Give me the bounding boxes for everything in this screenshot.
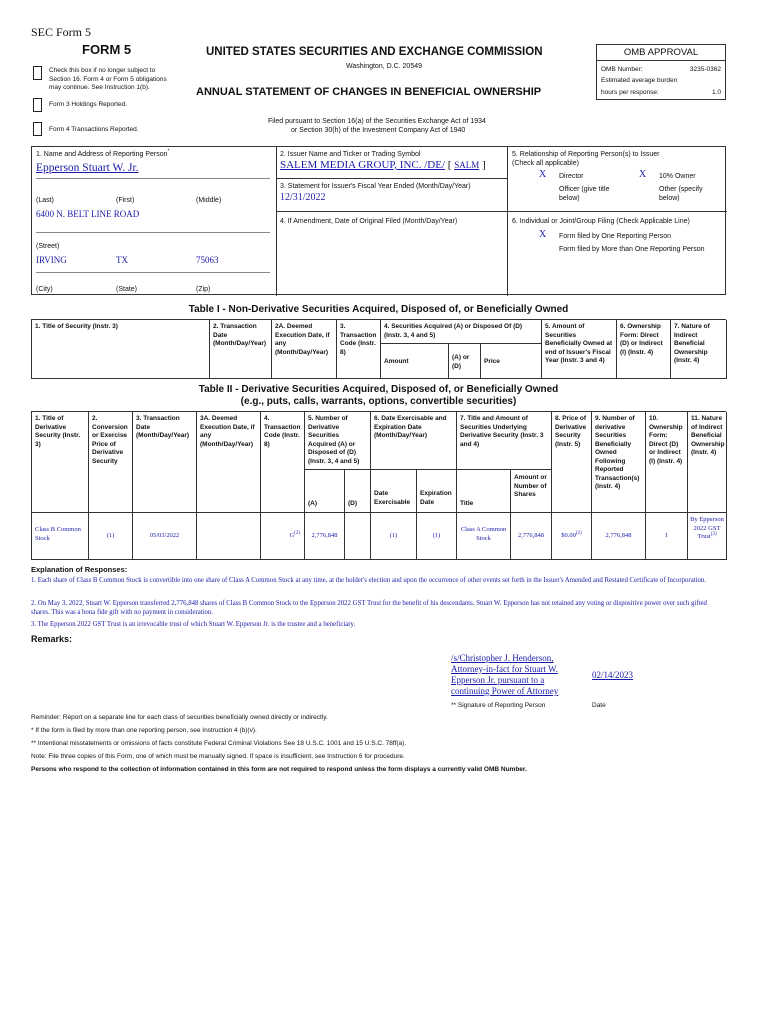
remarks-header: Remarks: (31, 634, 73, 644)
t2-row-underlying-title: Class A Common Stock (457, 513, 511, 560)
t2-row-disposed (345, 513, 371, 560)
t2-h9: 9. Number of derivative Securities Beneficially Owned Following Reported Transaction(s) (Instr. 4) (592, 412, 646, 513)
table1 (31, 319, 726, 379)
box1-reporting-person (32, 147, 277, 296)
street-label: (Street) (36, 243, 60, 250)
zip-label: (Zip) (196, 286, 211, 293)
explanation-note-3: 3. The Epperson 2022 GST Trust is an irrevocable trust of which Stuart W. Epperson Jr. is the trustee and a beneficiary. (31, 621, 356, 628)
omb-burden-label: Estimated average burden (601, 77, 678, 84)
signature-block[interactable]: /s/Christopher J. Henderson, Attorney-in-fact for Stuart W. Epperson Jr. pursuant to a continuing Power of Attorney (451, 653, 559, 696)
box6-label: 6. Individual or Joint/Group Filing (Check Applicable Line) (512, 218, 690, 225)
t2-row-deemed-date (197, 513, 261, 560)
filed-pursuant-2: or Section 30(h) of the Investment Company Act of 1940 (291, 127, 466, 134)
footer-persons: Persons who respond to the collection of information contained in this form are not required to respond unless the form displays a currently valid OMB Number. (31, 766, 527, 773)
form3-label: Form 3 Holdings Reported. (49, 101, 128, 108)
director-label: Director (559, 173, 584, 180)
doc-label: SEC Form 5 (31, 25, 92, 39)
t2-h4: 4. Transaction Code (Instr. 8) (261, 412, 305, 513)
city-label: (City) (36, 286, 53, 293)
reporting-person-name[interactable]: Epperson Stuart W. Jr. (36, 162, 270, 179)
table2-title: Table II - Derivative Securities Acquired, Disposed of, or Beneficially Owned (e.g., puts, calls, warrants, options, convertible securities) (198, 384, 559, 407)
form-title: FORM 5 (82, 42, 132, 57)
date-label: Date (592, 702, 606, 709)
explanation-note-1: 1. Each share of Class B Common Stock is convertible into one share of Class A Common Stock at any time, at the holder's election and upon the occurrence of other events set forth in the Issuer's Amended and Restated Certificate of Incorporation. (31, 577, 706, 584)
footer-star-note: * If the form is filed by more than one reporting person, see Instruction 4 (b)(v). (31, 727, 257, 734)
t2-h7-amount: Amount or Number of Shares (511, 470, 552, 513)
omb-hours-label: hours per response: (601, 89, 659, 96)
form4-label: Form 4 Transactions Reported. (49, 126, 139, 133)
omb-hours-value: 1.0 (711, 89, 721, 96)
issuer-name-ticker[interactable]: SALEM MEDIA GROUP, INC. /DE/ [ SALM ] (280, 159, 486, 171)
ten-percent-owner-label: 10% Owner (659, 173, 696, 180)
more-persons-label: Form filed by More than One Reporting Person (559, 246, 705, 253)
filed-pursuant-1: Filed pursuant to Section 16(a) of the Securities Exchange Act of 1934 (268, 118, 486, 125)
t2-h2: 2. Conversion or Exercise Price of Derivative Security (89, 412, 133, 513)
t1-h2a: 2A. Deemed Execution Date, if any (Month/Day/Year) (272, 320, 337, 379)
t2-row-date: 05/03/2022 (133, 513, 197, 560)
director-mark[interactable]: X (539, 169, 547, 180)
t2-h7-title: Title (457, 470, 511, 513)
no-longer-subject-label: Check this box if no longer subject to Section 16. Form 4 or Form 5 obligations may continue. See Instruction 1(b). (49, 67, 167, 91)
omb-header: OMB APPROVAL (597, 45, 725, 61)
table2 (31, 411, 726, 560)
box6-filing (508, 212, 727, 296)
state-label: (State) (116, 286, 138, 293)
box4-label: 4. If Amendment, Date of Original Filed (Month/Day/Year) (280, 218, 458, 225)
t2-h5-d: (D) (345, 470, 371, 513)
ten-percent-owner-mark[interactable]: X (639, 169, 647, 180)
t1-h4-ad: (A) or (D) (449, 344, 481, 379)
t2-h5-a: (A) (305, 470, 345, 513)
t2-h5: 5. Number of Derivative Securities Acquired (A) or Disposed of (D) (Instr. 3, 4 and 5) (305, 412, 371, 470)
officer-label: Officer (give title below) (559, 186, 610, 202)
agency-location: Washington, D.C. 20549 (346, 63, 423, 70)
city-value: IRVING (36, 255, 67, 265)
reporting-grid (31, 146, 726, 295)
zip-value: 75063 (196, 255, 219, 265)
t2-row-exercisable: (1) (371, 513, 417, 560)
footer-note: Note: File three copies of this Form, one of which must be manually signed. If space is insufficient, see Instruction 6 for procedure. (31, 753, 405, 760)
t1-h2: 2. Transaction Date (Month/Day/Year) (210, 320, 272, 379)
footer-reminder: Reminder: Report on a separate line for each class of securities beneficially owned directly or indirectly. (31, 714, 328, 721)
t2-row-owned: 2,776,848 (592, 513, 646, 560)
box5-label: 5. Relationship of Reporting Person(s) to Issuer (Check all applicable) (512, 151, 660, 167)
t2-row-expiration: (1) (417, 513, 457, 560)
t1-h4-price: Price (481, 344, 542, 379)
t1-h3: 3. Transaction Code (Instr. 8) (337, 320, 381, 379)
no-longer-subject-checkbox[interactable] (33, 66, 42, 80)
omb-number-value: 3235-0362 (689, 66, 721, 73)
t2-h7: 7. Title and Amount of Securities Underlying Derivative Security (Instr. 3 and 4) (457, 412, 552, 470)
t2-h11: 11. Nature of Indirect Beneficial Ownership (Instr. 4) (688, 412, 727, 513)
street-address: 6400 N. BELT LINE ROAD (36, 209, 270, 233)
box3-label: 3. Statement for Issuer's Fiscal Year Ended (Month/Day/Year) (280, 183, 471, 190)
city-state-zip-line (36, 253, 270, 273)
t2-row-underlying-amount: 2,776,848 (511, 513, 552, 560)
t2-row-acquired: 2,776,848 (305, 513, 345, 560)
t2-h1: 1. Title of Derivative Security (Instr. 3) (32, 412, 89, 513)
explanation-header: Explanation of Responses: (31, 565, 128, 574)
form4-checkbox[interactable] (33, 122, 42, 136)
t2-h3a: 3A. Deemed Execution Date, if any (Month/Day/Year) (197, 412, 261, 513)
t2-h8: 8. Price of Derivative Security (Instr. 5) (552, 412, 592, 513)
agency-title: UNITED STATES SECURITIES AND EXCHANGE COMMISSION (206, 46, 543, 58)
signature-label: ** Signature of Reporting Person (451, 702, 546, 709)
middle-label: (Middle) (196, 197, 222, 204)
footer-dstar-note: ** Intentional misstatements or omissions of facts constitute Federal Criminal Violations See 18 U.S.C. 1001 and 15 U.S.C. 78ff(a). (31, 740, 407, 747)
t2-h3: 3. Transaction Date (Month/Day/Year) (133, 412, 197, 513)
omb-approval-box (596, 44, 726, 100)
explanation-note-2: 2. On May 3, 2022, Stuart W. Epperson transferred 2,776,848 shares of Class B Common Stock to the Epperson 2022 GST Trust for the benefit of his descendants. Stuart W. Epperson has not retained any voting or dispositive power over such gifted shares. This was a bona fide gift with no payment in consideration. (31, 600, 707, 616)
t1-h4-amount: Amount (381, 344, 449, 379)
t1-h1: 1. Title of Security (Instr. 3) (32, 320, 210, 379)
t2-h6-expiration: Expiration Date (417, 470, 457, 513)
t2-row-ownership-form: I (646, 513, 688, 560)
statement-title: ANNUAL STATEMENT OF CHANGES IN BENEFICIAL OWNERSHIP (196, 86, 542, 98)
last-label: (Last) (36, 197, 54, 204)
other-label: Other (specify below) (659, 186, 703, 202)
t2-row-code: $G^{(2)}$ (261, 513, 305, 560)
box2-label: 2. Issuer Name and Ticker or Trading Symbol (280, 151, 421, 158)
box4-amendment (277, 212, 508, 296)
box5-relationship (508, 147, 727, 212)
fiscal-year-end-value: 12/31/2022 (280, 192, 326, 203)
state-value: TX (116, 255, 128, 265)
box3-fiscal-year (277, 179, 508, 212)
first-label: (First) (116, 197, 135, 204)
t1-h5: 5. Amount of Securities Beneficially Owned at end of Issuer's Fiscal Year (Instr. 3 and 4) (542, 320, 617, 379)
form3-checkbox[interactable] (33, 98, 42, 112)
table1-title: Table I - Non-Derivative Securities Acquired, Disposed of, or Beneficially Owned (188, 304, 569, 315)
t1-h6: 6. Ownership Form: Direct (D) or Indirect (I) (Instr. 4) (617, 320, 671, 379)
omb-number-label: OMB Number: (601, 66, 643, 73)
t2-row-title: Class B Common Stock (32, 513, 89, 560)
box2-issuer (277, 147, 508, 179)
one-person-label: Form filed by One Reporting Person (559, 233, 672, 240)
t2-h6-exercisable: Date Exercisable (371, 470, 417, 513)
t1-h4: 4. Securities Acquired (A) or Disposed Of (D) (Instr. 3, 4 and 5) (381, 320, 542, 344)
t1-h7: 7. Nature of Indirect Beneficial Ownership (Instr. 4) (671, 320, 727, 379)
t2-row-nature: By Epperson 2022 GST Trust$^{(3)}$ (688, 513, 727, 560)
signature-date[interactable]: 02/14/2023 (592, 670, 634, 680)
t2-row-conversion: (1) (89, 513, 133, 560)
t2-h10: 10. Ownership Form: Direct (D) or Indirect (I) (Instr. 4) (646, 412, 688, 513)
t2-row-price: $0.00$^{(2)}$ (552, 513, 592, 560)
box1-label: 1. Name and Address of Reporting Person* (36, 148, 170, 158)
one-person-mark[interactable]: X (539, 229, 547, 240)
t2-h6: 6. Date Exercisable and Expiration Date (Month/Day/Year) (371, 412, 457, 470)
